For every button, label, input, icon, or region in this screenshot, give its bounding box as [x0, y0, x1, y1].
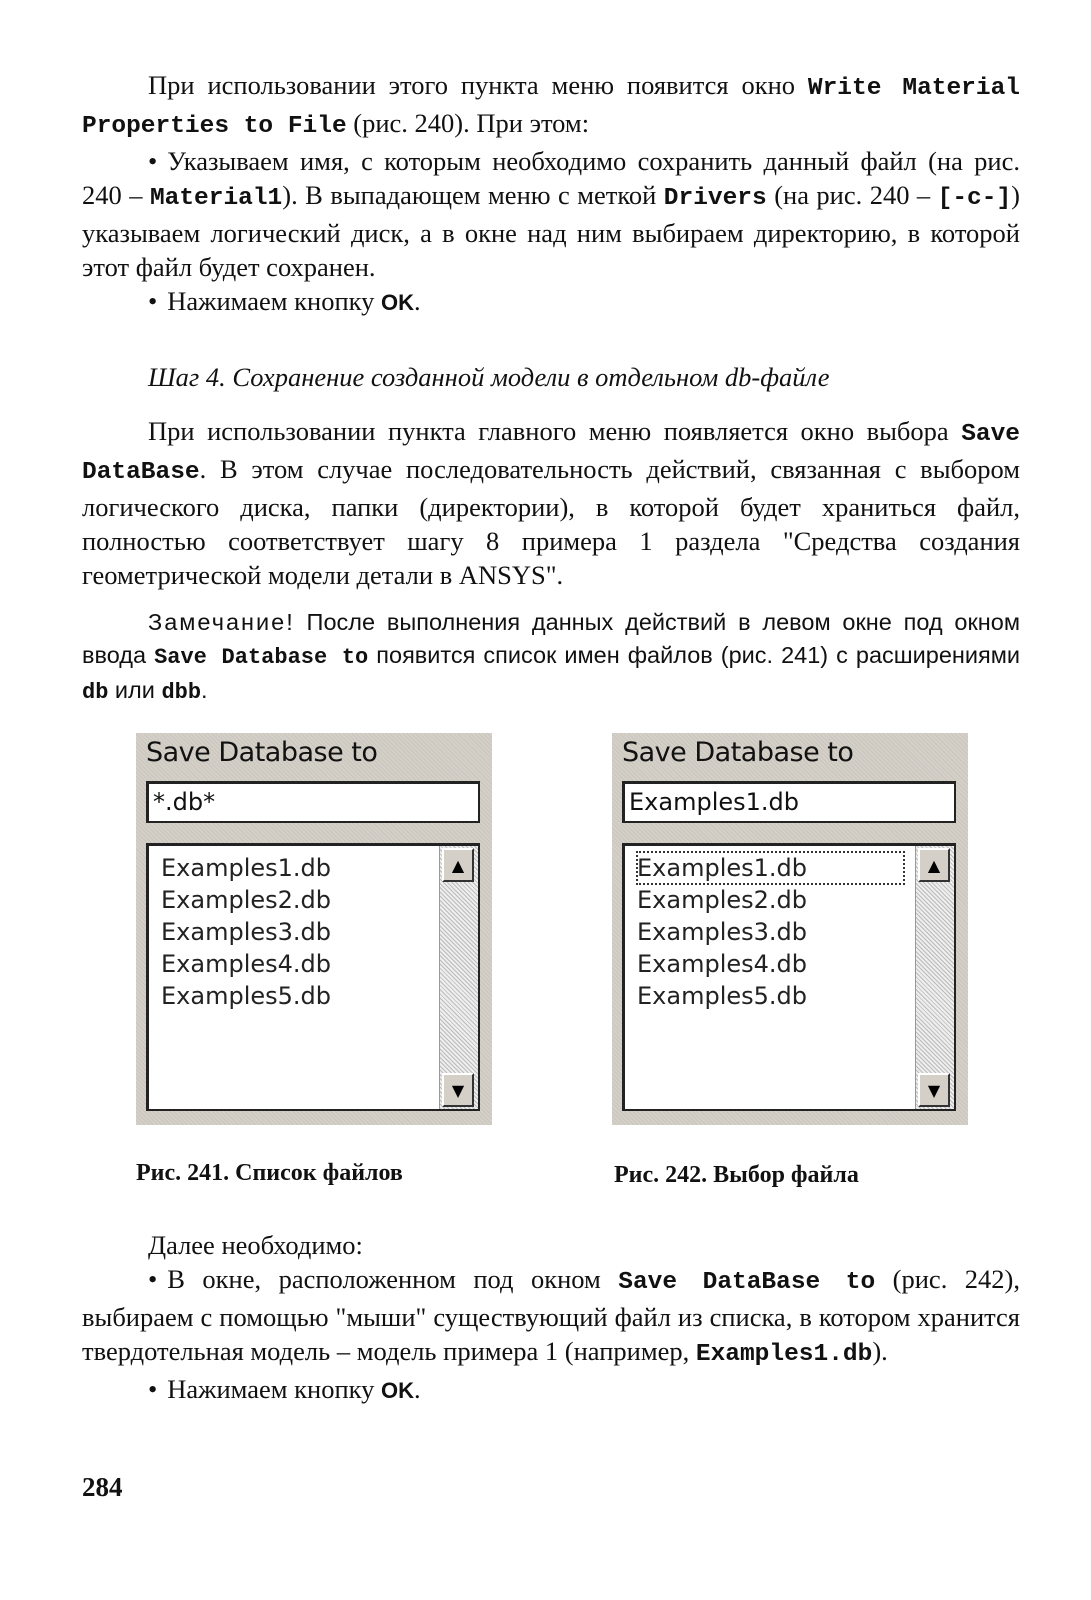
- figure-caption-242: Рис. 242. Выбор файла: [614, 1162, 859, 1188]
- list-item[interactable]: Examples2.db: [161, 886, 331, 914]
- bullet-press-ok-1: • Нажимаем кнопку OK.: [82, 284, 1020, 320]
- filename-input[interactable]: *.db*: [146, 781, 480, 823]
- page-number: 284: [82, 1472, 123, 1502]
- bullet-select-file: • В окне, расположенном под окном Save DataBase to (рис. 242), выбираем с помощью "мыши" существующий файл из списка, в котором хранится твердотельная модель – модель примера 1 (например, Examples1.db).: [82, 1262, 1020, 1372]
- paragraph-save-database: При использовании пункта главного меню появляется окно выбора Save DataBase. В этом случае последовательность действий, связанная с выбором логического диска, папки (директории), в которой будет храниться файл, полностью соответствует шагу 8 примера 1 раздела "Средства создания геометрической модели детали в ANSYS".: [82, 416, 1020, 590]
- file-list[interactable]: [146, 843, 480, 1111]
- dialog-title: Save Database to: [146, 737, 378, 768]
- list-item[interactable]: Examples3.db: [637, 918, 807, 946]
- code-save-database-to: Save Database to: [154, 645, 369, 670]
- next-intro: Далее необходимо:: [148, 1230, 363, 1260]
- scroll-up-arrow-icon[interactable]: ▲: [442, 848, 474, 882]
- bullet-specify-name: • Указываем имя, с которым необходимо сохранить данный файл (на рис. 240 – Material1). В выпадающем меню с меткой Drivers (на рис. 240 – [-c-]) указываем логический диск, а в окне над ним выбираем директорию, в которой этот файл будет сохранен.: [82, 144, 1020, 284]
- code-save-database-to: Save DataBase to: [618, 1269, 876, 1296]
- save-database-dialog-1: [136, 733, 492, 1125]
- list-item[interactable]: Examples4.db: [161, 950, 331, 978]
- bullet-press-ok-2: • Нажимаем кнопку OK.: [82, 1372, 1020, 1408]
- remark-label: Замечание!: [148, 609, 295, 635]
- list-item[interactable]: Examples4.db: [637, 950, 807, 978]
- paragraph-write-material: При использовании этого пункта меню появится окно Write Material Properties to File (рис. 240). При этом:: [82, 70, 1020, 140]
- figure-caption-241: Рис. 241. Список файлов: [136, 1160, 403, 1186]
- code-write-material: Write Material Properties to File: [82, 75, 1020, 140]
- code-examples1: Examples1.db: [695, 1341, 873, 1368]
- list-item[interactable]: Examples5.db: [161, 982, 331, 1010]
- code-drivers: Drivers: [663, 185, 767, 212]
- list-item[interactable]: Examples5.db: [637, 982, 807, 1010]
- section-save-database: [82, 414, 1020, 592]
- file-list[interactable]: [622, 843, 956, 1111]
- scrollbar[interactable]: [439, 846, 478, 1109]
- section-heading: [82, 360, 1020, 394]
- list-item[interactable]: Examples2.db: [637, 886, 807, 914]
- code-material1: Material1: [149, 185, 283, 212]
- section-next-steps: [82, 1228, 1020, 1408]
- list-item[interactable]: Examples1.db: [161, 854, 331, 882]
- scrollbar[interactable]: [915, 846, 954, 1109]
- code-drive-c: [-c-]: [937, 185, 1012, 212]
- filename-input[interactable]: Examples1.db: [622, 781, 956, 823]
- section-write-material: [82, 68, 1020, 320]
- step-heading: Шаг 4. Сохранение созданной модели в отдельном db-файле: [148, 362, 830, 392]
- scroll-down-arrow-icon[interactable]: ▼: [918, 1073, 950, 1107]
- dialog-title: Save Database to: [622, 737, 854, 768]
- list-item-selected[interactable]: Examples1.db: [637, 852, 904, 884]
- section-remark: [82, 606, 1020, 709]
- remark-paragraph: Замечание! После выполнения данных действий в левом окне под окном ввода Save Database to появится список имен файлов (рис. 241) с расширениями db или dbb.: [82, 609, 1021, 705]
- code-save-database: Save DataBase: [82, 421, 1020, 486]
- scroll-up-arrow-icon[interactable]: ▲: [918, 848, 950, 882]
- list-item[interactable]: Examples3.db: [161, 918, 331, 946]
- scroll-down-arrow-icon[interactable]: ▼: [442, 1073, 474, 1107]
- save-database-dialog-2: [612, 733, 968, 1125]
